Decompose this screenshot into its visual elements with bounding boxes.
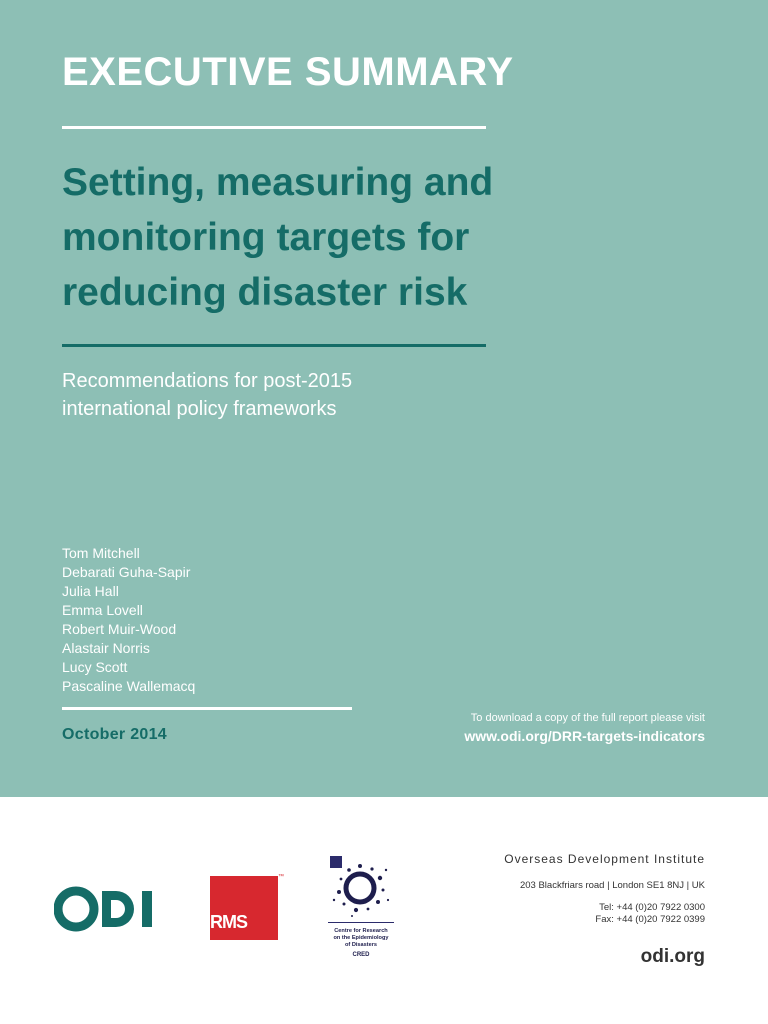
cred-text-line: of Disasters xyxy=(344,942,378,948)
odi-logo xyxy=(54,886,162,932)
divider-bottom xyxy=(62,707,352,710)
cred-full-name xyxy=(328,928,394,949)
divider-title xyxy=(62,344,486,347)
author-name: Lucy Scott xyxy=(62,659,128,675)
institute-name: Overseas Development Institute xyxy=(504,852,705,866)
rms-logo-text: RMS xyxy=(210,912,247,932)
report-title xyxy=(62,155,502,320)
author-name: Emma Lovell xyxy=(62,602,143,618)
cred-text-line: Centre for Research xyxy=(334,928,388,934)
institute-fax: Fax: +44 (0)20 7922 0399 xyxy=(595,914,705,925)
publication-date: October 2014 xyxy=(62,726,167,743)
institute-telephone: Tel: +44 (0)20 7922 0300 xyxy=(599,902,705,913)
author-name: Julia Hall xyxy=(62,583,119,599)
author-name: Pascaline Wallemacq xyxy=(62,678,196,694)
institute-website-link[interactable]: odi.org xyxy=(640,946,705,967)
subtitle-line-2: international policy frameworks xyxy=(62,398,337,420)
title-line-2: monitoring targets for xyxy=(62,216,470,259)
author-name: Alastair Norris xyxy=(62,640,150,656)
download-note: To download a copy of the full report please visit xyxy=(470,712,705,724)
author-name: Debarati Guha-Sapir xyxy=(62,564,191,580)
subtitle-line-1: Recommendations for post-2015 xyxy=(62,370,353,392)
cred-abbreviation: CRED xyxy=(352,952,370,958)
title-line-3: reducing disaster risk xyxy=(62,271,468,314)
divider-top xyxy=(62,126,486,129)
trademark-icon: ™ xyxy=(278,874,284,880)
cred-emblem-icon xyxy=(328,856,396,920)
author-name: Tom Mitchell xyxy=(62,545,140,561)
rms-logo xyxy=(210,874,284,940)
institute-address: 203 Blackfriars road | London SE1 8NJ | UK xyxy=(519,880,705,891)
series-label: EXECUTIVE SUMMARY xyxy=(62,50,514,94)
cred-divider xyxy=(328,922,394,923)
cred-text-line: on the Epidemiology xyxy=(333,935,389,941)
report-subtitle xyxy=(62,367,482,423)
author-name: Robert Muir-Wood xyxy=(62,621,177,637)
author-list xyxy=(62,544,195,696)
title-line-1: Setting, measuring and xyxy=(62,161,494,204)
cred-logo xyxy=(328,856,396,964)
download-link[interactable]: www.odi.org/DRR-targets-indicators xyxy=(464,728,705,744)
